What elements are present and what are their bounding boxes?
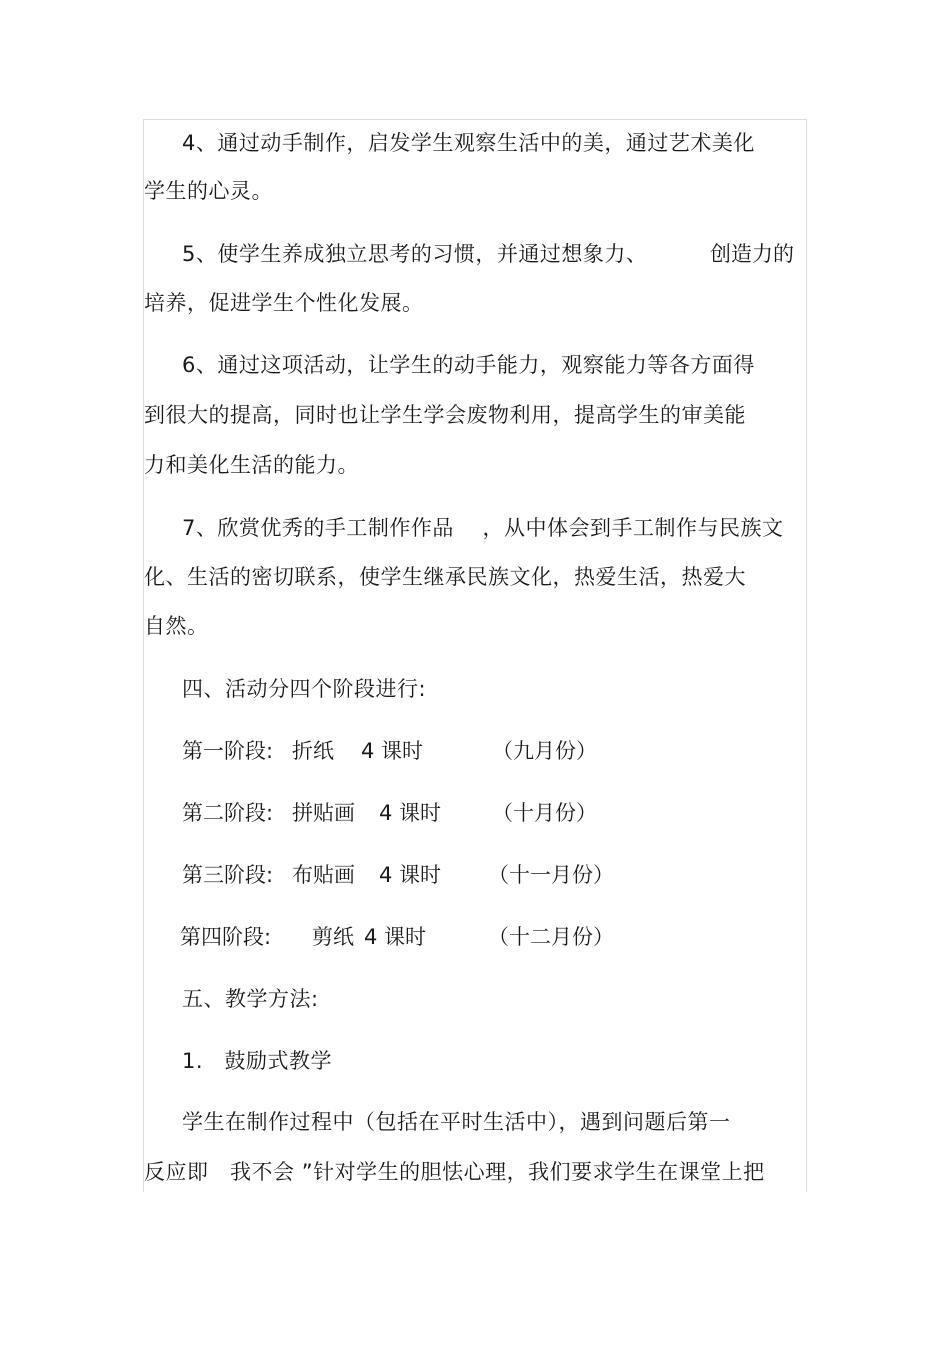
- goal-7-line-3: 自然。: [144, 614, 209, 638]
- stage-2-hours: 4 课时: [379, 801, 442, 825]
- stage-3-content: 布贴画: [292, 863, 355, 887]
- methods-sub-1: 1. 鼓励式教学: [182, 1049, 333, 1073]
- stage-3-label: 第三阶段:: [182, 863, 274, 887]
- stage-3-hours: 4 课时: [379, 863, 442, 887]
- stage-1-month: （九月份）: [492, 739, 597, 763]
- stage-2-label: 第二阶段:: [182, 801, 274, 825]
- goal-5-line-1a: 5、使学生养成独立思考的习惯，并通过想象力、: [182, 242, 648, 266]
- goal-7-line-2: 化、生活的密切联系，使学生继承民族文化，热爱生活，热爱大: [144, 565, 746, 589]
- goal-6-line-2: 到很大的提高，同时也让学生学会废物利用，提高学生的审美能: [144, 403, 746, 427]
- stages-heading: 四、活动分四个阶段进行:: [182, 677, 427, 701]
- methods-heading: 五、教学方法:: [182, 987, 319, 1011]
- goal-4-line-2: 学生的心灵。: [144, 179, 273, 203]
- stage-4-hours: 4 课时: [364, 925, 427, 949]
- stage-4-label: 第四阶段:: [180, 925, 272, 949]
- stage-2-content: 拼贴画: [292, 801, 355, 825]
- methods-para-line-1: 学生在制作过程中（包括在平时生活中），遇到问题后第一: [182, 1110, 731, 1134]
- goal-5-line-2: 培养，促进学生个性化发展。: [144, 291, 424, 315]
- goal-6-line-3: 力和美化生活的能力。: [144, 453, 359, 477]
- goal-4-line-1: 4、通过动手制作，启发学生观察生活中的美，通过艺术美化: [182, 131, 755, 155]
- stage-1-content: 折纸: [292, 739, 334, 763]
- stage-2-month: （十月份）: [492, 801, 597, 825]
- methods-para-line-2: 反应即 我不会 ”针对学生的胆怯心理，我们要求学生在课堂上把: [144, 1160, 765, 1184]
- stage-3-month: （十一月份）: [488, 863, 614, 887]
- goal-6-line-1: 6、通过这项活动，让学生的动手能力，观察能力等各方面得: [182, 353, 755, 377]
- stage-4-content: 剪纸: [312, 925, 354, 949]
- goal-7-line-1: 7、欣赏优秀的手工制作作品 ，从中体会到手工制作与民族文: [182, 516, 784, 540]
- stage-4-month: （十二月份）: [488, 925, 614, 949]
- page-frame: [143, 119, 807, 1192]
- goal-5-line-1b: 创造力的: [710, 242, 794, 266]
- stage-1-hours: 4 课时: [361, 739, 424, 763]
- stage-1-label: 第一阶段:: [182, 739, 274, 763]
